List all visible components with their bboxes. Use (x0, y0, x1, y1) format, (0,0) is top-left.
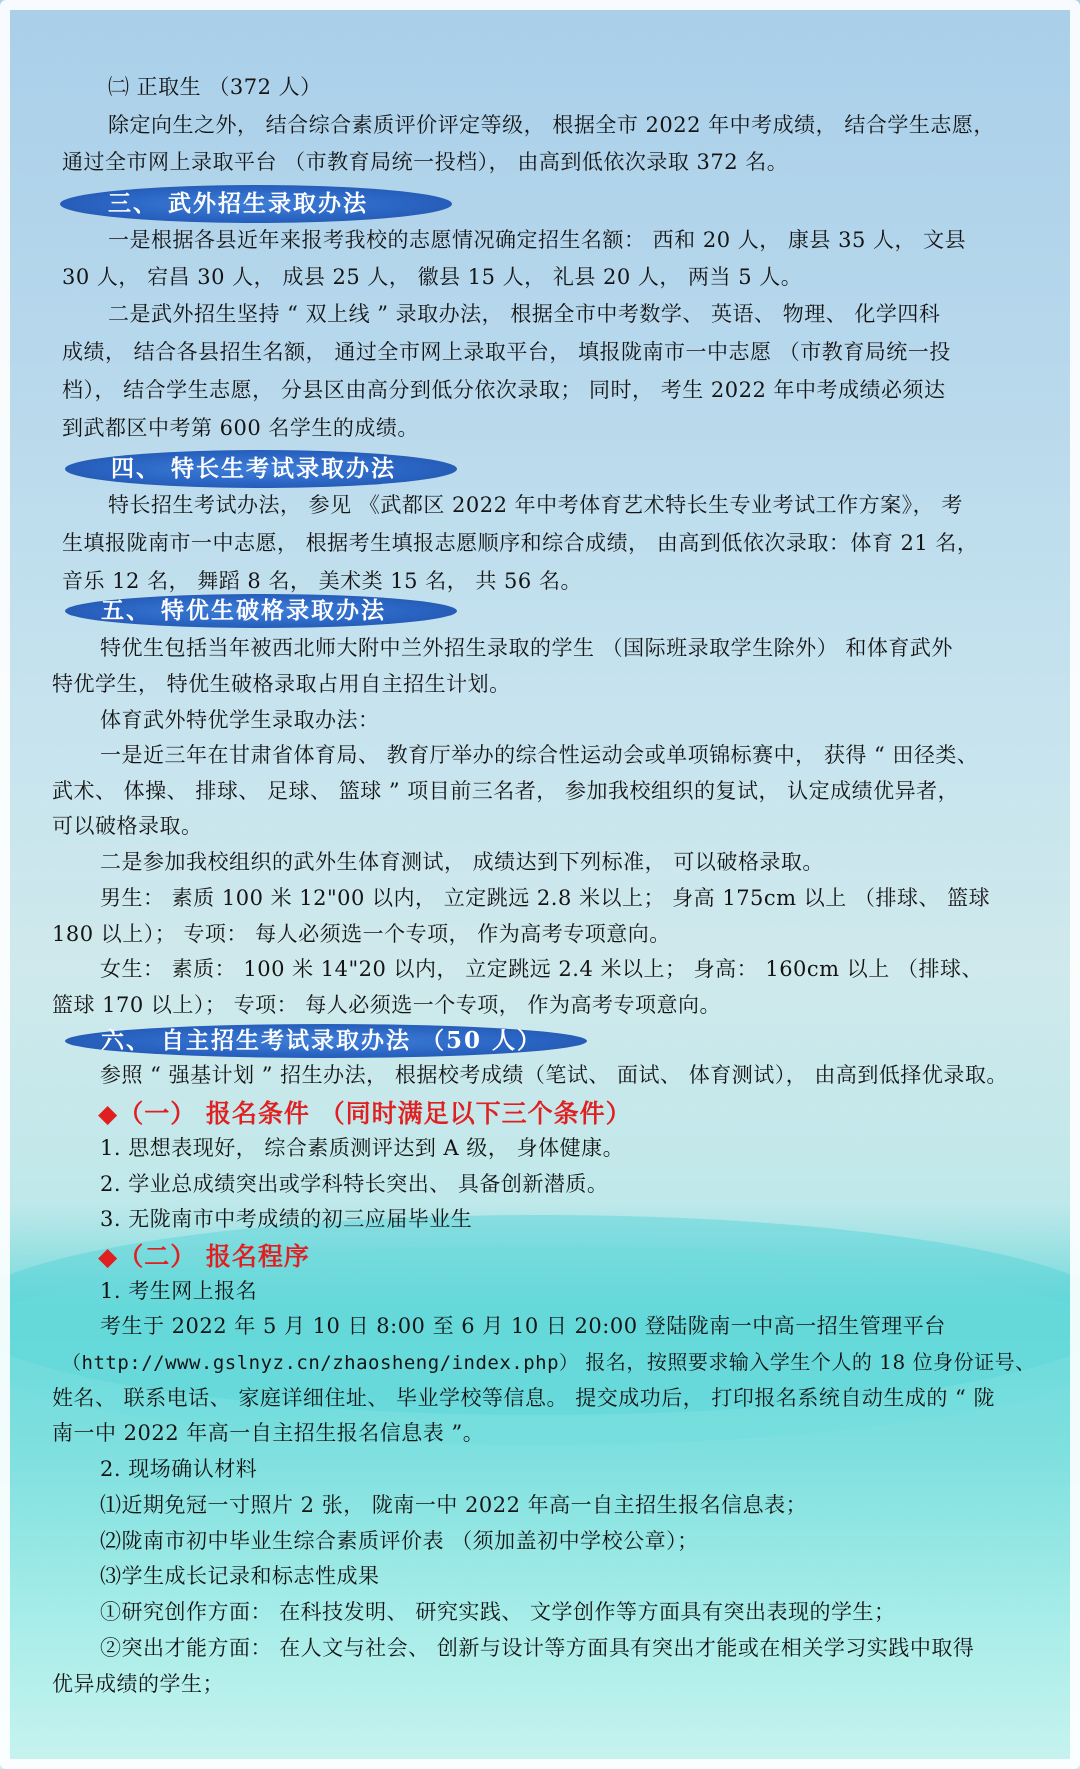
paragraph-text: 报名，按照要求输入学生个人的 18 位身份证号、 (585, 1350, 1036, 1374)
section-banner-exceptional: 五、 特优生破格录取办法 (65, 594, 457, 628)
list-item: ②突出才能方面： 在人文与社会、 创新与设计等方面具有突出才能或在相关学习实践中取得 (100, 1636, 975, 1660)
subheading-registration-conditions: ◆（一） 报名条件 （同时满足以下三个条件） (98, 1099, 632, 1128)
paragraph-line: 到武都区中考第 600 名学生的成绩。 (62, 416, 419, 440)
paragraph-line: 武术、 体操、 排球、 足球、 篮球 ” 项目前三名者， 参加我校组织的复试， 认定成绩优异者， (52, 779, 960, 803)
section-banner-wuwai: 三、 武外招生录取办法 (60, 185, 452, 223)
paragraph-line: 考生于 2022 年 5 月 10 日 8:00 至 6 月 10 日 20:00 登陆陇南一中高一招生管理平台 (100, 1314, 946, 1338)
paragraph-line: 优异成绩的学生； (52, 1672, 224, 1696)
paragraph-line: 特长招生考试办法， 参见 《武都区 2022 年中考体育艺术特长生专业考试工作方案》， 考 (108, 493, 963, 517)
paragraph-line: 篮球 170 以上）； 专项： 每人必须选一个专项， 作为高考专项意向。 (52, 993, 721, 1017)
list-item: 1. 思想表现好， 综合素质测评达到 A 级， 身体健康。 (100, 1136, 625, 1160)
paragraph-line: 除定向生之外， 结合综合素质评价评定等级， 根据全市 2022 年中考成绩， 结合学生志愿， (108, 113, 995, 137)
paragraph-line: 特优生包括当年被西北师大附中兰外招生录取的学生 （国际班录取学生除外） 和体育武外 (100, 636, 953, 660)
paragraph-line: 音乐 12 名， 舞蹈 8 名， 美术类 15 名， 共 56 名。 (62, 569, 582, 593)
paragraph-line: 姓名、 联系电话、 家庭详细住址、 毕业学校等信息。 提交成功后， 打印报名系统自动生成的 “ 陇 (52, 1386, 995, 1410)
paragraph-line: 一是近三年在甘肃省体育局、 教育厅举办的综合性运动会或单项锦标赛中， 获得 “ 田径类、 (100, 743, 979, 767)
paragraph-line (62, 1348, 1036, 1377)
section-banner-specialty: 四、 特长生考试录取办法 (65, 450, 457, 488)
paragraph-line: 可以破格录取。 (52, 814, 203, 838)
registration-url: （http://www.gslnyz.cn/zhaosheng/index.php） (62, 1352, 579, 1374)
paragraph-line: 生填报陇南市一中志愿， 根据考生填报志愿顺序和综合成绩， 由高到低依次录取：体育 21 名， (62, 531, 979, 555)
paragraph-line: 档）， 结合学生志愿， 分县区由高分到低分依次录取； 同时， 考生 2022 年中考成绩必须达 (62, 378, 946, 402)
paragraph-line: 一是根据各县近年来报考我校的志愿情况确定招生名额： 西和 20 人， 康县 35 人， 文县 (108, 228, 967, 252)
section-banner-independent: 六、 自主招生考试录取办法 （50 人） (65, 1024, 587, 1058)
list-item: 2. 现场确认材料 (100, 1457, 258, 1481)
paragraph-line: 二是武外招生坚持 “ 双上线 ” 录取办法， 根据全市中考数学、 英语、 物理、 化学四科 (108, 302, 941, 326)
section-heading-regular-admission: ㈡ 正取生 （372 人） (108, 75, 322, 99)
paragraph-line: 男生： 素质 100 米 12"00 以内， 立定跳远 2.8 米以上； 身高 175cm 以上 （排球、 篮球 (100, 886, 991, 910)
list-item: ⑵陇南市初中毕业生综合素质评价表 （须加盖初中学校公章）； (100, 1529, 699, 1553)
paragraph-line: 南一中 2022 年高一自主招生报名信息表 ”。 (52, 1421, 485, 1445)
subheading-registration-procedure: ◆（二） 报名程序 (98, 1242, 310, 1271)
paragraph-line: 通过全市网上录取平台 （市教育局统一投档）， 由高到低依次录取 372 名。 (62, 150, 789, 174)
list-item: ①研究创作方面： 在科技发明、 研究实践、 文学创作等方面具有突出表现的学生； (100, 1600, 896, 1624)
paragraph-line: 成绩， 结合各县招生名额， 通过全市网上录取平台， 填报陇南市一中志愿 （市教育局统一投 (62, 340, 951, 364)
paragraph-line: 参照 “ 强基计划 ” 招生办法， 根据校考成绩（笔试、 面试、 体育测试）， 由高到低择优录取。 (100, 1063, 1008, 1087)
list-item: ⑶学生成长记录和标志性成果 (100, 1564, 380, 1588)
list-item: 3. 无陇南市中考成绩的初三应届毕业生 (100, 1207, 473, 1231)
paragraph-line: 二是参加我校组织的武外生体育测试， 成绩达到下列标准， 可以破格录取。 (100, 850, 824, 874)
list-item: 1. 考生网上报名 (100, 1279, 258, 1303)
paragraph-line: 体育武外特优学生录取办法： (100, 708, 380, 732)
paragraph-line: 女生： 素质： 100 米 14"20 以内， 立定跳远 2.4 米以上； 身高： 160cm 以上 （排球、 (100, 957, 983, 981)
list-item: 2. 学业总成绩突出或学科特长突出、 具备创新潜质。 (100, 1172, 609, 1196)
paragraph-line: 特优学生， 特优生破格录取占用自主招生计划。 (52, 672, 511, 696)
paragraph-line: 30 人， 宕昌 30 人， 成县 25 人， 徽县 15 人， 礼县 20 人， 两当 5 人。 (62, 265, 803, 289)
paragraph-line: 180 以上）； 专项： 每人必须选一个专项， 作为高考专项意向。 (52, 922, 671, 946)
list-item: ⑴近期免冠一寸照片 2 张， 陇南一中 2022 年高一自主招生报名信息表； (100, 1493, 808, 1517)
